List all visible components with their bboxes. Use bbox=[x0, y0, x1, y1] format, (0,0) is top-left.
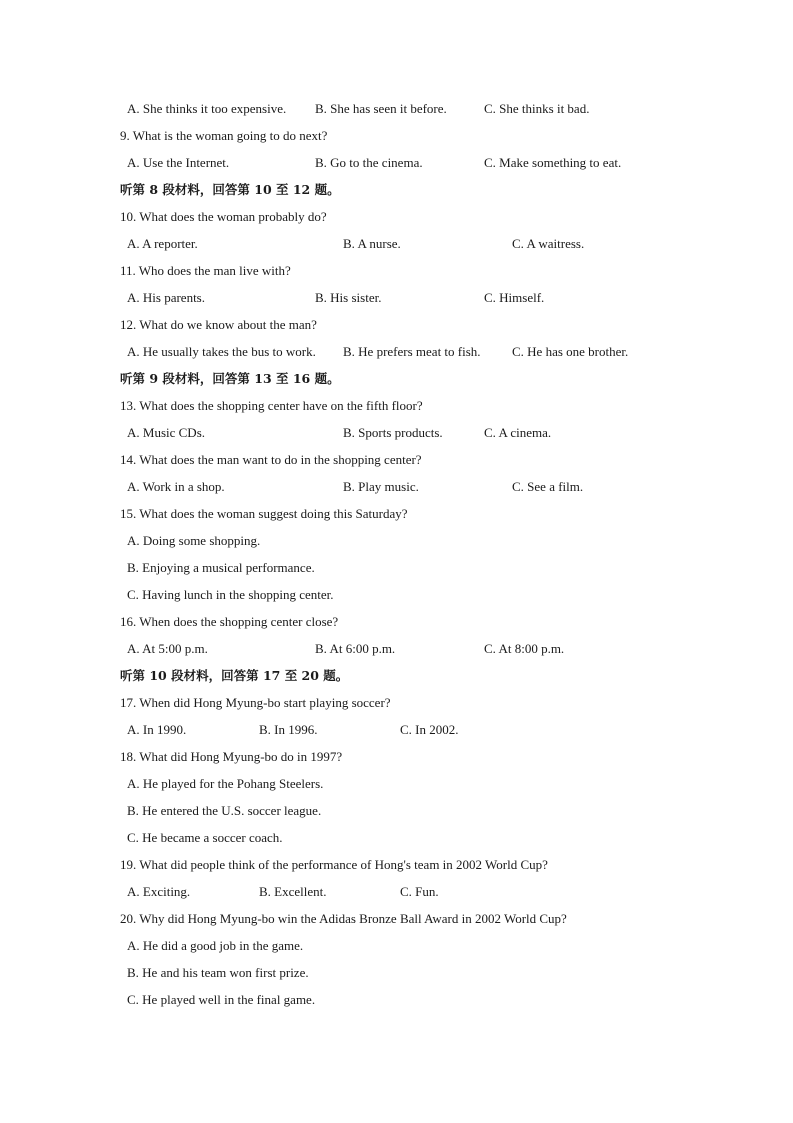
section-header-9: 听第 9 段材料，回答第 13 至 16 题。 bbox=[120, 371, 340, 386]
q18-option-b: B. He entered the U.S. soccer league. bbox=[127, 803, 322, 818]
q9-stem: 9. What is the woman going to do next? bbox=[120, 128, 328, 143]
q9-option-b: B. Go to the cinema. bbox=[315, 155, 423, 170]
q13-option-b: B. Sports products. bbox=[343, 425, 443, 440]
q8-option-b: B. She has seen it before. bbox=[315, 101, 447, 116]
q18-option-c: C. He became a soccer coach. bbox=[127, 830, 283, 845]
q10-stem: 10. What does the woman probably do? bbox=[120, 209, 327, 224]
q8-option-c: C. She thinks it bad. bbox=[484, 101, 590, 116]
q16-option-c: C. At 8:00 p.m. bbox=[484, 641, 565, 656]
section-header-10: 听第 10 段材料，回答第 17 至 20 题。 bbox=[120, 668, 349, 683]
q15-option-b: B. Enjoying a musical performance. bbox=[127, 560, 315, 575]
q10-option-b: B. A nurse. bbox=[343, 236, 401, 251]
q12-stem: 12. What do we know about the man? bbox=[120, 317, 317, 332]
q10-option-c: C. A waitress. bbox=[512, 236, 585, 251]
q12-option-b: B. He prefers meat to fish. bbox=[343, 344, 481, 359]
q9-option-a: A. Use the Internet. bbox=[127, 155, 230, 170]
q16-stem: 16. When does the shopping center close? bbox=[120, 614, 339, 629]
q16-option-b: B. At 6:00 p.m. bbox=[315, 641, 396, 656]
q9-option-c: C. Make something to eat. bbox=[484, 155, 622, 170]
q11-option-b: B. His sister. bbox=[315, 290, 382, 305]
q15-option-c: C. Having lunch in the shopping center. bbox=[127, 587, 334, 602]
q20-stem: 20. Why did Hong Myung-bo win the Adidas Bronze Ball Award in 2002 World Cup? bbox=[120, 911, 567, 926]
q11-option-a: A. His parents. bbox=[127, 290, 205, 305]
q17-option-c: C. In 2002. bbox=[400, 722, 459, 737]
q20-option-a: A. He did a good job in the game. bbox=[127, 938, 304, 953]
q11-option-c: C. Himself. bbox=[484, 290, 545, 305]
q17-stem: 17. When did Hong Myung-bo start playing soccer? bbox=[120, 695, 391, 710]
q17-option-a: A. In 1990. bbox=[127, 722, 187, 737]
q13-option-a: A. Music CDs. bbox=[127, 425, 206, 440]
section-header-8: 听第 8 段材料，回答第 10 至 12 题。 bbox=[120, 182, 340, 197]
q17-option-b: B. In 1996. bbox=[259, 722, 318, 737]
q19-stem: 19. What did people think of the performance of Hong's team in 2002 World Cup? bbox=[120, 857, 548, 872]
q12-option-a: A. He usually takes the bus to work. bbox=[127, 344, 316, 359]
q19-option-c: C. Fun. bbox=[400, 884, 439, 899]
q18-stem: 18. What did Hong Myung-bo do in 1997? bbox=[120, 749, 343, 764]
q20-option-b: B. He and his team won first prize. bbox=[127, 965, 309, 980]
q12-option-c: C. He has one brother. bbox=[512, 344, 629, 359]
q20-option-c: C. He played well in the final game. bbox=[127, 992, 316, 1007]
q14-stem: 14. What does the man want to do in the shopping center? bbox=[120, 452, 422, 467]
q11-stem: 11. Who does the man live with? bbox=[120, 263, 291, 278]
q15-stem: 15. What does the woman suggest doing this Saturday? bbox=[120, 506, 408, 521]
q18-option-a: A. He played for the Pohang Steelers. bbox=[127, 776, 324, 791]
q16-option-a: A. At 5:00 p.m. bbox=[127, 641, 208, 656]
q8-option-a: A. She thinks it too expensive. bbox=[127, 101, 287, 116]
q19-option-a: A. Exciting. bbox=[127, 884, 191, 899]
q10-option-a: A. A reporter. bbox=[127, 236, 198, 251]
q13-stem: 13. What does the shopping center have on the fifth floor? bbox=[120, 398, 423, 413]
q14-option-c: C. See a film. bbox=[512, 479, 584, 494]
q13-option-c: C. A cinema. bbox=[484, 425, 552, 440]
q14-option-a: A. Work in a shop. bbox=[127, 479, 225, 494]
q14-option-b: B. Play music. bbox=[343, 479, 419, 494]
q19-option-b: B. Excellent. bbox=[259, 884, 327, 899]
q15-option-a: A. Doing some shopping. bbox=[127, 533, 261, 548]
